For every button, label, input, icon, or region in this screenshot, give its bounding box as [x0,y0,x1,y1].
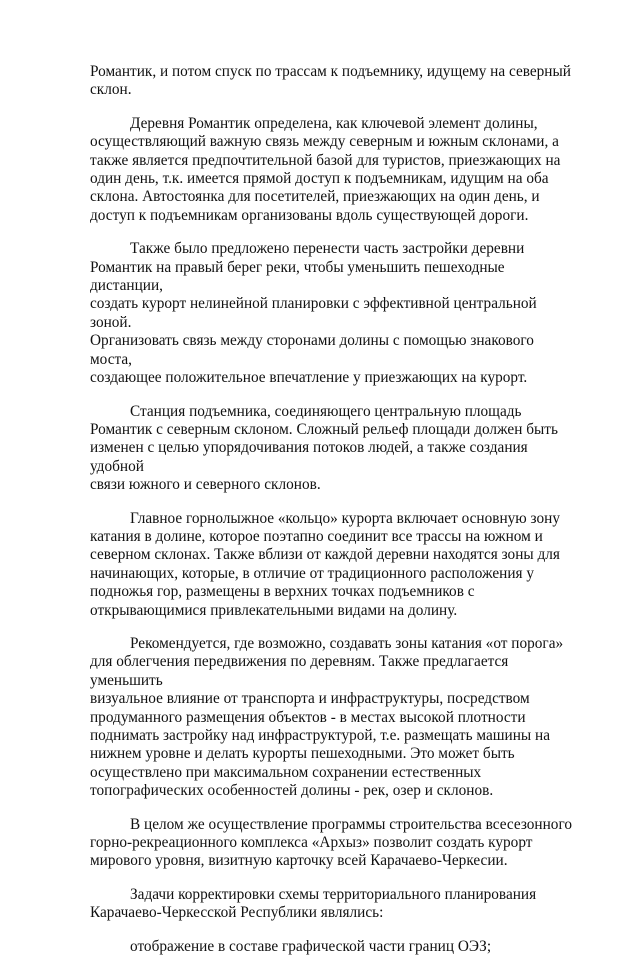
text-line: создающее положительное впечатление у приезжающих на курорт. [90,369,528,387]
text-line: отображение в составе графической части границ ОЭЗ; [130,937,492,955]
text-line: открывающимися привлекательными видами на долину. [90,601,458,619]
text-line: Романтик на правый берег реки, чтобы уменьшить пешеходные дистанции, [90,258,505,295]
text-line: Романтик с северным склоном. Сложный рельеф площади должен быть [90,420,558,438]
text-line: склона. Автостоянка для посетителей, приезжающих на один день, и [90,188,540,206]
text-line: также является предпочтительной базой для туристов, приезжающих на [90,151,561,169]
text-line: Организовать связь между сторонами долины с помощью знакового моста, [90,332,534,368]
text-line: подножья гор, размещены в верхних точках подъемников с [90,583,475,601]
text-line: топографических особенностей долины - рек, озер и склонов. [90,782,494,800]
text-line: Деревня Романтик определена, как ключевой элемент долины, [130,114,538,132]
paragraph-2 [90,115,572,225]
text-line: один день, т.к. имеется прямой доступ к подъемникам, идущим на оба [90,170,549,188]
paragraph-5 [90,510,572,620]
text-line: Станция подъемника, соединяющего центральную площадь [130,402,522,420]
paragraph-8 [90,886,572,923]
text-line: северном склонах. Также вблизи от каждой деревни находятся зоны для [90,546,560,564]
text-line: Главное горнолыжное «кольцо» курорта включает основную зону [130,509,560,527]
paragraph-4 [90,403,572,495]
text-line: Романтик, и потом спуск по трассам к подъемнику, идущему на северный [90,63,571,80]
text-line: горно-рекреационного комплекса «Архыз» позволит создать курорт [90,834,533,852]
text-line: продуманного размещения объектов - в местах высокой плотности [90,708,526,726]
text-line: начинающих, которые, в отличие от традиционного расположения у [90,564,535,582]
paragraph-7 [90,816,572,871]
text-line: осуществляющий важную связь между северным и южным склонами, а [90,133,559,151]
text-line: изменен с целью упорядочивания потоков людей, а также создания удобной [90,439,528,475]
text-line: создать курорт нелинейной планировки с эффективной центральной зоной. [90,295,537,331]
text-line: поднимать застройку над инфраструктурой, т.е. размещать машины на [90,727,551,744]
text-line: В целом же осуществление программы строительства всесезонного [130,815,572,833]
paragraph-6 [90,635,572,801]
text-line: нижнем уровне и делать курорты пешеходными. Это может быть [90,745,515,763]
paragraph-3 [90,240,572,387]
text-line: связи южного и северного склонов. [90,476,321,494]
text-line: для облегчения передвижения по деревням. Также предлагается уменьшить [90,653,509,689]
text-line: визуальное влияние от транспорта и инфраструктуры, посредством [90,690,530,708]
text-line: Задачи корректировки схемы территориального планирования [130,885,537,903]
text-line: мирового уровня, визитную карточку всей Карачаево-Черкесии. [90,852,508,870]
paragraph-1 [90,63,572,100]
text-line: Карачаево-Черкесской Республики являлись: [90,904,384,922]
text-line: Также было предложено перенести часть застройки деревни [130,240,525,258]
text-line: доступ к подъемникам организованы вдоль существующей дороги. [90,206,529,224]
text-line: катания в долине, которое поэтапно соединит все трассы на южном и [90,527,543,545]
text-line: Рекомендуется, где возможно, создавать зоны катания «от порога» [130,634,564,652]
text-line: осуществлено при максимальном сохранении естественных [90,763,482,781]
paragraph-9 [90,938,572,956]
text-line: склон. [90,81,132,99]
document-page [90,63,572,971]
